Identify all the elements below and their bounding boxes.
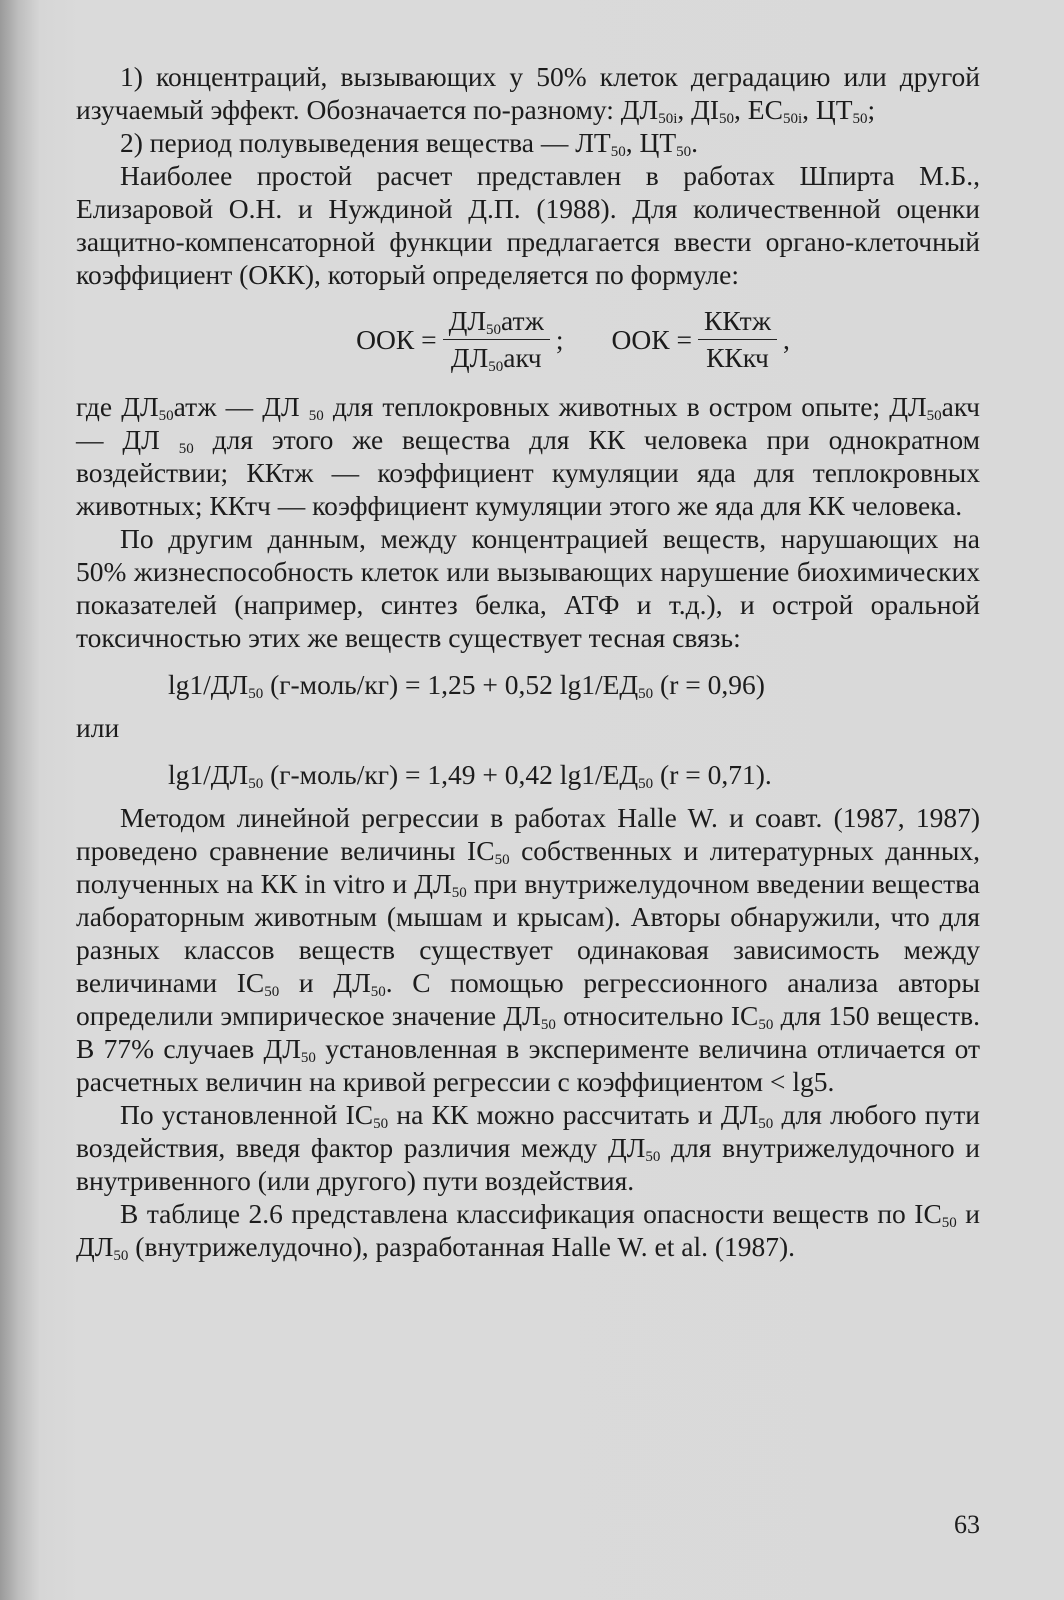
page-text	[76, 60, 980, 1263]
formula-regression-2: $\lg 1/ДЛ_{50}$ (г-моль/кг) = 1,49 + 0,42 $\lg 1/ЕД_{50}$ (r = 0,71).	[168, 759, 772, 792]
paragraph-item-1: 1) концентраций, вызывающих у 50% клеток деградацию или другой изучаемый эффект. Обозначается по-разному: $ДЛ_{50i}$, $ДІ_{50}$, $ЕС_{50i}$, $ЦТ_{50}$;	[76, 61, 980, 127]
paragraph-table-ref: В таблице 2.6 представлена классификация опасности веществ по $IC_{50}$ и $ДЛ_{50}$ (внутрижелудочно), разработанная Halle W. et al. (1987).	[76, 1198, 980, 1264]
or-word: или	[76, 712, 120, 743]
fraction-denominator: $ДЛ_{50}акч$	[450, 342, 542, 375]
paragraph-item-2: 2) период полувыведения вещества — $ЛТ_{50}$, $ЦТ_{50}$.	[120, 127, 698, 160]
paragraph-shpirt: Наиболее простой расчет представлен в работах Шпирта М.Б., Елизаровой О.Н. и Нуждиной Д.П. (1988). Для количественной оценки защитно-компенсаторной функции предлагается ввести органо-клеточный коэффициент (ОКК), который определяется по формуле:	[76, 160, 980, 290]
formula-regression-1: $\lg 1/ДЛ_{50}$ (г-моль/кг) = 1,25 + 0,52 $\lg 1/ЕД_{50}$ (r = 0,96)	[168, 669, 765, 702]
formula-okk	[76, 305, 980, 374]
paragraph-definitions: где $ДЛ_{50}атж$ — ДЛ $_{50}$ для теплокровных животных в остром опыте; $ДЛ_{50}акч$ — ДЛ $_{50}$ для этого же вещества для КК человека при однократном воздействии; ККтж — коэффициент кумуляции яда для теплокровных животных; ККтч — коэффициент кумуляции этого же яда для КК человека.	[76, 391, 980, 521]
page-number: 63	[954, 1510, 980, 1539]
formula-okk-1: ООК = $\frac{ДЛ_{50}атж}{ДЛ_{50}акч}$ ;	[356, 305, 564, 375]
paragraph-other-data: По другим данным, между концентрацией веществ, нарушающих на 50% жизнеспособность клеток или вызывающих нарушение биохимических показателей (например, синтез белка, АТФ и т.д.), и острой оральной токсичностью этих же веществ существует тесная связь:	[76, 523, 980, 653]
fraction-numerator: $ДЛ_{50}атж$	[443, 305, 550, 340]
fraction-kk	[698, 305, 777, 374]
formula-okk-2: ООК = $\frac{\text{ККтж}}{\text{ККкч}}$ ,	[611, 305, 790, 373]
paragraph-halle: Методом линейной регрессии в работах Halle W. и соавт. (1987, 1987) проведено сравнение величины $IC_{50}$ собственных и литературных данных, полученных на КК in vitro и $ДЛ_{50}$ при внутрижелудочном введении вещества лабораторным животным (мышам и крысам). Авторы обнаружили, что для разных классов веществ существует одинаковая зависимость между величинами $IC_{50}$ и $ДЛ_{50}$. С помощью регрессионного анализа авторы определили эмпирическое значение $ДЛ_{50}$ относительно $IC_{50}$ для 150 веществ. В 77% случаев $ДЛ_{50}$ установленная в эксперименте величина отличается от расчетных величин на кривой регрессии с коэффициентом < lg5.	[76, 802, 980, 1097]
fraction-dl50	[443, 305, 550, 374]
fraction-numerator: ККтж	[698, 305, 777, 340]
fraction-denominator: ККкч	[706, 342, 769, 373]
paragraph-ic50: По установленной $IC_{50}$ на КК можно рассчитать и $ДЛ_{50}$ для любого пути воздействия, введя фактор различия между $ДЛ_{50}$ для внутрижелудочного и внутривенного (или другого) пути воздействия.	[76, 1099, 981, 1196]
